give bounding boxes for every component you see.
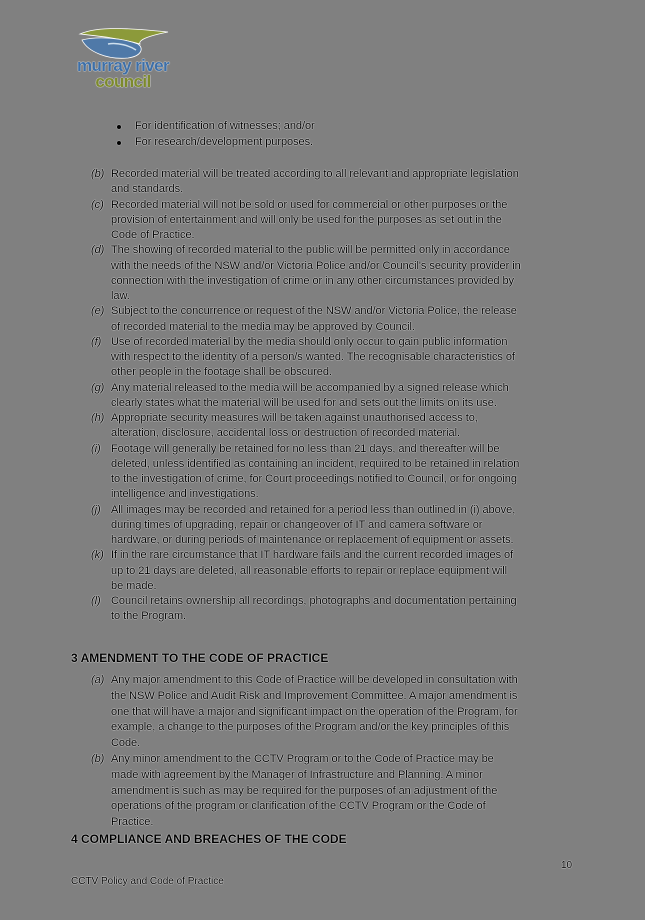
item-text-line: Recorded material will be treated according to all relevant and appropriate legislation (111, 168, 519, 180)
item-label: (b) (91, 753, 105, 765)
item-text-line: Any minor amendment to the CCTV Program or to the Code of Practice may be (111, 753, 494, 765)
item-text-line: of recorded material to the media may be approved by Council. (111, 320, 415, 333)
item-text-line: one that will have a major and significant impact on the operation of the Program, for (111, 705, 518, 718)
bullet-item: For research/development purposes. (135, 136, 314, 148)
item-text-line: with the needs of the NSW and/or Victoria Police and/or Council's security provider in (111, 259, 521, 272)
item-label: (e) (91, 305, 105, 318)
item-text-line: amendment is such as may be required for the purposes of an adjustment of the (111, 784, 498, 797)
item-text-line: made with agreement by the Manager of Infrastructure and Planning. A minor (111, 768, 483, 781)
section-4-heading: 4 COMPLIANCE AND BREACHES OF THE CODE (71, 832, 347, 846)
item-label: (c) (91, 198, 104, 211)
item-label: (k) (91, 549, 104, 562)
page-number: 10 (561, 860, 573, 871)
item-label: (i) (91, 442, 101, 455)
item-text-line: Footage will generally be retained for no less than 21 days, and thereafter will be (111, 442, 500, 455)
item-text-line: The showing of recorded material to the public will be permitted only in accordance (111, 244, 510, 257)
item-label: (d) (91, 244, 105, 257)
item-text-line: Use of recorded material by the media should only occur to gain public information (111, 335, 508, 348)
item-text-line: connection with the investigation of crime or in any other circumstances provided by (111, 274, 515, 287)
item-text-line: Any material released to the media will be accompanied by a signed release which (111, 381, 509, 394)
item-label: (h) (91, 412, 105, 424)
item-text-line: alteration, disclosure, accidental loss or destruction of recorded material. (111, 427, 460, 440)
item-text-line: Council retains ownership all recordings, photographs and documentation pertaining (111, 595, 517, 607)
item-text-line: Subject to the concurrence or request of the NSW and/or Victoria Police, the release (111, 305, 517, 318)
item-text-line: and standards. (111, 183, 184, 196)
item-text-line: hardware, or during periods of maintenance or replacement of equipment or assets. (111, 534, 514, 546)
bullet-icon (117, 141, 121, 145)
item-text-line: Code of Practice. (111, 229, 195, 241)
item-text-line: intelligence and investigations. (111, 488, 259, 501)
logo-text-council: council (95, 72, 151, 91)
item-label: (l) (91, 595, 101, 607)
item-text-line: Practice. (111, 816, 154, 829)
item-text-line: to the Program. (111, 610, 187, 623)
item-text-line: provision of entertainment and will only be used for the purposes as set out in the (111, 213, 502, 226)
bullet-item: For identification of witnesses; and/or (135, 120, 315, 132)
item-label: (g) (91, 381, 105, 394)
item-text-line: to the investigation of crime, for Court proceedings notified to Council, or for ongoing (111, 473, 517, 485)
council-logo (68, 26, 178, 92)
item-text-line: Recorded material will not be sold or used for commercial or other purposes or the (111, 198, 508, 211)
item-text-line: Appropriate security measures will be taken against unauthorised access to, (111, 412, 478, 424)
item-text-line: Code. (111, 737, 141, 750)
river-swoosh-icon (78, 26, 170, 60)
item-text-line: during times of upgrading, repair or changeover of IT and camera software or (111, 518, 483, 531)
item-text-line: deleted, unless identified as containing an incident, required to be retained in relation (111, 457, 520, 470)
logo-text-murray-river: murray river (76, 56, 170, 75)
item-text-line: All images may be recorded and retained for a period less than outlined in (i) above, (111, 503, 516, 516)
item-text-line: with respect to the identity of a person/s wanted. The recognisable characteristics of (111, 351, 515, 363)
item-text-line: Any major amendment to this Code of Practice will be developed in consultation with (111, 674, 518, 686)
item-text-line: the NSW Police and Audit Risk and Improvement Committee. A major amendment is (111, 689, 518, 702)
item-text-line: example, a change to the purposes of the Program and/or the key principles of this (111, 721, 510, 734)
item-text-line: If in the rare circumstance that IT hardware fails and the current recorded images of (111, 549, 514, 562)
item-text-line: clearly states what the material will be used for and sets out the limits on its use. (111, 396, 497, 409)
item-text-line: operations of the program or clarification of the CCTV Program or the Code of (111, 800, 486, 813)
item-text-line: be made. (111, 579, 157, 592)
footer-title: CCTV Policy and Code of Practice (71, 876, 224, 887)
item-label: (j) (91, 503, 101, 516)
bullet-icon (117, 125, 121, 129)
item-text-line: other people in the footage shall be obscured. (111, 366, 332, 379)
item-label: (b) (91, 168, 105, 180)
item-text-line: up to 21 days are deleted, all reasonable efforts to repair or replace equipment will (111, 564, 508, 577)
item-label: (f) (91, 335, 102, 348)
item-label: (a) (91, 674, 105, 686)
section-3-heading: 3 AMENDMENT TO THE CODE OF PRACTICE (71, 651, 329, 665)
item-text-line: law. (111, 290, 130, 302)
